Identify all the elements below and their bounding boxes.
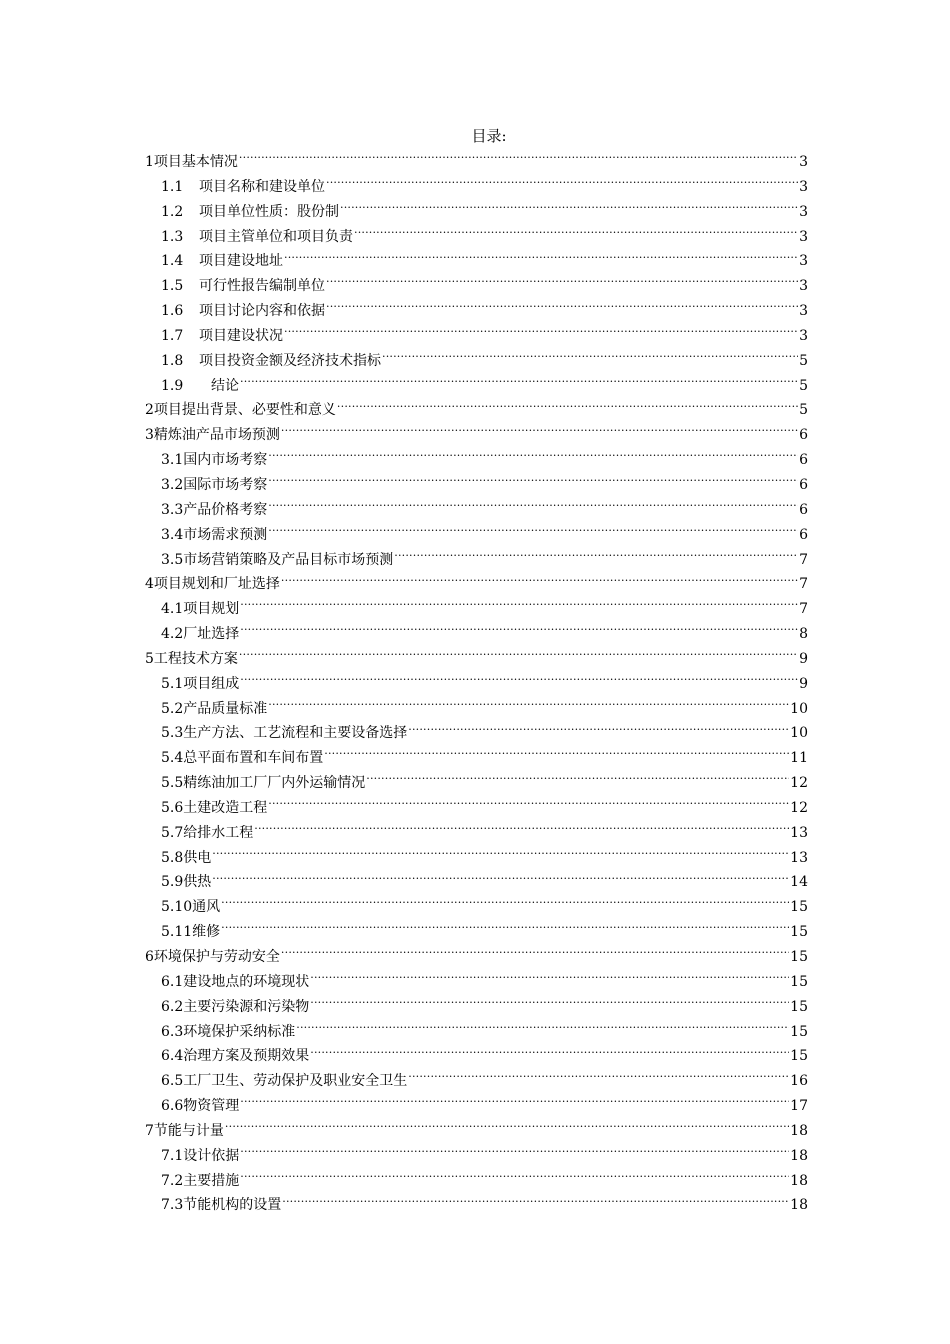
dot-leader: [394, 550, 798, 564]
toc-entry-number: 7.2: [161, 1172, 184, 1189]
toc-entry-label: 产品质量标准: [183, 700, 268, 717]
toc-entry-number: 6.3: [161, 1023, 184, 1040]
dot-leader: [326, 177, 798, 191]
toc-entry-number: 3.3: [161, 501, 184, 518]
toc-entry-label: 国内市场考察: [183, 452, 268, 469]
toc-entry-label: 供热: [183, 874, 212, 891]
toc-entry-page-number: 13: [790, 849, 808, 866]
toc-entry-number: 1.4: [161, 253, 184, 270]
dot-leader: [240, 1171, 789, 1185]
toc-entry-label: 项目基本情况: [153, 154, 238, 170]
toc-entry-page-number: 6: [799, 452, 808, 469]
dot-leader: [268, 450, 798, 464]
toc-entry-number: 7: [145, 1122, 154, 1139]
dot-leader: [310, 997, 789, 1011]
dot-leader: [221, 922, 789, 936]
toc-entry-page-number: 8: [799, 626, 808, 643]
toc-entry-label: 项目建设地址: [199, 253, 283, 270]
dot-leader: [324, 748, 789, 762]
toc-entry[interactable]: [145, 423, 808, 448]
toc-entry-label: 项目名称和建设单位: [199, 178, 325, 195]
toc-entry-label: 主要措施: [183, 1172, 240, 1189]
toc-entry-page-number: 15: [790, 949, 808, 965]
toc-entry-page-number: 6: [799, 501, 808, 518]
toc-entry[interactable]: [145, 249, 808, 274]
dot-leader: [240, 1096, 789, 1110]
toc-entry-number: 5: [145, 650, 154, 667]
dot-leader: [212, 848, 789, 862]
toc-entry-number: 6.2: [161, 998, 184, 1015]
toc-entry[interactable]: [145, 150, 808, 175]
toc-entry[interactable]: [145, 1020, 808, 1045]
toc-entry-label: 供电: [183, 849, 212, 866]
toc-entry[interactable]: [145, 821, 808, 846]
toc-entry-number: 3.2: [161, 476, 184, 493]
toc-entry[interactable]: [145, 225, 808, 250]
toc-entry[interactable]: [145, 721, 808, 746]
toc-entry[interactable]: [145, 1094, 808, 1119]
dot-leader: [240, 376, 798, 390]
toc-entry-label: 总平面布置和车间布置: [183, 750, 324, 767]
toc-entry-page-number: 15: [790, 899, 808, 916]
toc-entry-page-number: 15: [790, 924, 808, 941]
toc-entry-number: 6.5: [161, 1073, 184, 1090]
toc-entry-number: 4.1: [161, 601, 184, 618]
toc-entry[interactable]: [145, 572, 808, 597]
toc-entry-page-number: 9: [799, 675, 808, 692]
toc-entry[interactable]: [145, 498, 808, 523]
toc-entry-number: 5.8: [161, 849, 184, 866]
toc-entry-page-number: 12: [790, 799, 808, 816]
toc-entry-number: 6: [145, 949, 154, 965]
toc-entry-label: 精炼油产品市场预测: [153, 427, 280, 444]
dot-leader: [354, 227, 798, 241]
toc-entry-number: 5.4: [161, 750, 184, 767]
toc-entry-number: 4.2: [161, 626, 184, 643]
toc-entry-number: 5.11: [161, 924, 193, 941]
toc-entry-number: 3.5: [161, 551, 184, 568]
toc-entry-number: 6.6: [161, 1098, 184, 1115]
toc-entry-number: 7.1: [161, 1147, 184, 1164]
dot-leader: [408, 723, 789, 737]
toc-entry[interactable]: [145, 970, 808, 995]
toc-entry-page-number: 10: [790, 725, 808, 742]
toc-entry-label: 市场需求预测: [183, 526, 268, 543]
toc-entry-number: 3.4: [161, 526, 184, 543]
dot-leader: [240, 674, 798, 688]
dot-leader: [225, 1121, 789, 1135]
toc-entry-number: 5.7: [161, 824, 184, 841]
toc-entry-page-number: 7: [799, 601, 808, 618]
toc-entry-number: 5.6: [161, 799, 184, 816]
toc-entry-label: 项目主管单位和项目负责: [199, 228, 353, 245]
toc-entry-number: 1.5: [161, 278, 184, 295]
dot-leader: [239, 152, 798, 166]
toc-entry-page-number: 5: [799, 402, 808, 419]
toc-entry-label: 项目投资金额及经济技术指标: [199, 352, 381, 369]
toc-entry[interactable]: [145, 473, 808, 498]
dot-leader: [326, 301, 798, 315]
toc-entry[interactable]: [145, 920, 808, 945]
toc-entry[interactable]: [145, 1193, 808, 1218]
toc-entry-page-number: 3: [799, 253, 808, 270]
toc-entry[interactable]: [145, 374, 808, 399]
toc-entry[interactable]: [145, 398, 808, 423]
toc-entry[interactable]: [145, 945, 808, 970]
toc-entry[interactable]: [145, 796, 808, 821]
toc-entry-label: 可行性报告编制单位: [199, 278, 325, 295]
toc-entry[interactable]: [145, 1169, 808, 1194]
toc-entry-page-number: 3: [799, 278, 808, 295]
toc-entry-number: 6.1: [161, 973, 184, 990]
dot-leader: [281, 425, 798, 439]
toc-entry[interactable]: [145, 846, 808, 871]
toc-entry[interactable]: [145, 548, 808, 573]
toc-entry-page-number: 6: [799, 476, 808, 493]
toc-entry-page-number: 10: [790, 700, 808, 717]
toc-entry-label: 节能与计量: [153, 1122, 224, 1139]
toc-entry-number: 5.3: [161, 725, 184, 742]
toc-entry[interactable]: [145, 597, 808, 622]
toc-entry-number: 2: [145, 402, 154, 419]
toc-entry[interactable]: [145, 1119, 808, 1144]
dot-leader: [281, 947, 789, 961]
toc-entry-page-number: 18: [790, 1172, 808, 1189]
toc-entry-label: 项目规划: [183, 601, 240, 618]
toc-entry-label: 厂址选择: [183, 626, 240, 643]
toc-entry-page-number: 15: [790, 973, 808, 990]
dot-leader: [326, 276, 798, 290]
toc-entry-label: 项目规划和厂址选择: [153, 576, 280, 593]
dot-leader: [254, 823, 789, 837]
toc-entry-label: 给排水工程: [183, 824, 254, 841]
toc-entry[interactable]: [145, 324, 808, 349]
toc-title: 目录:: [471, 127, 507, 145]
toc-entry-page-number: 6: [799, 427, 808, 444]
toc-entry[interactable]: [145, 175, 808, 200]
toc-entry-page-number: 3: [799, 228, 808, 245]
toc-entry-label: 土建改造工程: [183, 799, 268, 816]
toc-entry-page-number: 15: [790, 1023, 808, 1040]
toc-entry-label: 环境保护采纳标准: [183, 1023, 296, 1040]
toc-entry-number: 5.10: [161, 899, 193, 916]
toc-entry[interactable]: [145, 746, 808, 771]
toc-entry[interactable]: [145, 870, 808, 895]
toc-entry-number: 4: [145, 576, 154, 593]
toc-entry-page-number: 3: [799, 327, 808, 344]
toc-entry-page-number: 18: [790, 1147, 808, 1164]
toc-entry-number: 3: [145, 427, 154, 444]
toc-entry-label: 通风: [192, 899, 221, 916]
toc-entry-page-number: 15: [790, 998, 808, 1015]
toc-entry-label: 项目组成: [183, 675, 240, 692]
toc-entry[interactable]: [145, 622, 808, 647]
toc-entry-label: 治理方案及预期效果: [183, 1048, 310, 1065]
toc-entry-label: 结论: [211, 377, 239, 394]
toc-entry-page-number: 11: [790, 750, 808, 767]
dot-leader: [240, 1146, 789, 1160]
toc-entry-label: 生产方法、工艺流程和主要设备选择: [183, 725, 408, 742]
toc-entry-label: 项目讨论内容和依据: [199, 303, 325, 320]
toc-entry-page-number: 18: [790, 1122, 808, 1139]
toc-entry-page-number: 13: [790, 824, 808, 841]
toc-entry-label: 国际市场考察: [183, 476, 268, 493]
dot-leader: [408, 1071, 789, 1085]
toc-entry-number: 5.2: [161, 700, 184, 717]
toc-entry[interactable]: [145, 349, 808, 374]
toc-entry-page-number: 15: [790, 1048, 808, 1065]
dot-leader: [282, 1195, 789, 1209]
dot-leader: [268, 475, 798, 489]
toc-entry-page-number: 12: [790, 775, 808, 792]
toc-entry-number: 7.3: [161, 1197, 184, 1214]
dot-leader: [382, 351, 798, 365]
toc-entry-page-number: 16: [790, 1073, 808, 1090]
toc-entry-page-number: 9: [799, 650, 808, 667]
toc-entry-number: 5.5: [161, 775, 184, 792]
dot-leader: [337, 400, 798, 414]
toc-entry-number: 5.1: [161, 675, 184, 692]
toc-entry-number: 1.1: [161, 178, 184, 195]
toc-entry-number: 6.4: [161, 1048, 184, 1065]
toc-entry-page-number: 7: [799, 551, 808, 568]
toc-entry-number: 1.2: [161, 203, 184, 220]
toc-entry[interactable]: [145, 647, 808, 672]
toc-entry-label: 节能机构的设置: [183, 1197, 282, 1214]
toc-entry-label: 项目建设状况: [199, 327, 283, 344]
dot-leader: [240, 624, 798, 638]
toc-entry-page-number: 3: [799, 303, 808, 320]
toc-entry-number: 1.9: [161, 377, 184, 394]
dot-leader: [268, 699, 789, 713]
dot-leader: [240, 599, 798, 613]
dot-leader: [284, 251, 798, 265]
toc-entry-page-number: 6: [799, 526, 808, 543]
dot-leader: [310, 972, 789, 986]
toc-entry-page-number: 3: [799, 203, 808, 220]
toc-entry-label: 产品价格考察: [183, 501, 268, 518]
dot-leader: [268, 798, 789, 812]
dot-leader: [268, 525, 798, 539]
toc-entry[interactable]: [145, 1069, 808, 1094]
toc-entry-page-number: 17: [790, 1098, 808, 1115]
toc-entry-number: 1.7: [161, 327, 184, 344]
dot-leader: [296, 1022, 789, 1036]
toc-entry-label: 环境保护与劳动安全: [153, 949, 280, 965]
toc-entry[interactable]: [145, 448, 808, 473]
toc-entry-label: 精练油加工厂厂内外运输情况: [183, 775, 366, 792]
dot-leader: [239, 649, 798, 663]
toc-entry-page-number: 3: [799, 154, 808, 170]
toc-entry-number: 1.6: [161, 303, 184, 320]
toc-entry[interactable]: [145, 274, 808, 299]
dot-leader: [281, 574, 798, 588]
toc-entry-label: 项目单位性质：股份制: [199, 203, 339, 220]
table-of-contents: [145, 150, 808, 1218]
toc-entry[interactable]: [145, 697, 808, 722]
dot-leader: [268, 500, 798, 514]
toc-entry-number: 3.1: [161, 452, 184, 469]
dot-leader: [221, 897, 789, 911]
toc-entry[interactable]: [145, 1044, 808, 1069]
toc-entry-label: 市场营销策略及产品目标市场预测: [183, 551, 394, 568]
toc-entry[interactable]: [145, 771, 808, 796]
toc-entry-number: 1.3: [161, 228, 184, 245]
toc-entry[interactable]: [145, 995, 808, 1020]
toc-entry-label: 工厂卫生、劳动保护及职业安全卫生: [183, 1073, 408, 1090]
toc-entry-page-number: 14: [790, 874, 808, 891]
toc-entry-page-number: 3: [799, 178, 808, 195]
toc-entry[interactable]: [145, 299, 808, 324]
toc-entry-label: 维修: [192, 924, 221, 941]
dot-leader: [284, 326, 798, 340]
toc-entry[interactable]: [145, 672, 808, 697]
dot-leader: [366, 773, 789, 787]
toc-entry-label: 建设地点的环境现状: [183, 973, 310, 990]
toc-entry[interactable]: [145, 523, 808, 548]
toc-entry-number: 1: [145, 154, 154, 170]
toc-entry-label: 工程技术方案: [153, 650, 238, 667]
toc-entry-label: 物资管理: [183, 1098, 240, 1115]
toc-entry[interactable]: [145, 1144, 808, 1169]
toc-entry-page-number: 18: [790, 1197, 808, 1214]
toc-entry-page-number: 5: [799, 377, 808, 394]
toc-entry-label: 设计依据: [183, 1147, 240, 1164]
toc-entry[interactable]: [145, 895, 808, 920]
toc-entry-number: 1.8: [161, 352, 184, 369]
dot-leader: [310, 1046, 789, 1060]
toc-entry-page-number: 5: [799, 352, 808, 369]
dot-leader: [212, 872, 789, 886]
toc-entry[interactable]: [145, 200, 808, 225]
dot-leader: [340, 202, 798, 216]
toc-entry-page-number: 7: [799, 576, 808, 593]
toc-entry-label: 主要污染源和污染物: [183, 998, 310, 1015]
toc-entry-label: 项目提出背景、必要性和意义: [153, 402, 336, 419]
toc-entry-number: 5.9: [161, 874, 184, 891]
